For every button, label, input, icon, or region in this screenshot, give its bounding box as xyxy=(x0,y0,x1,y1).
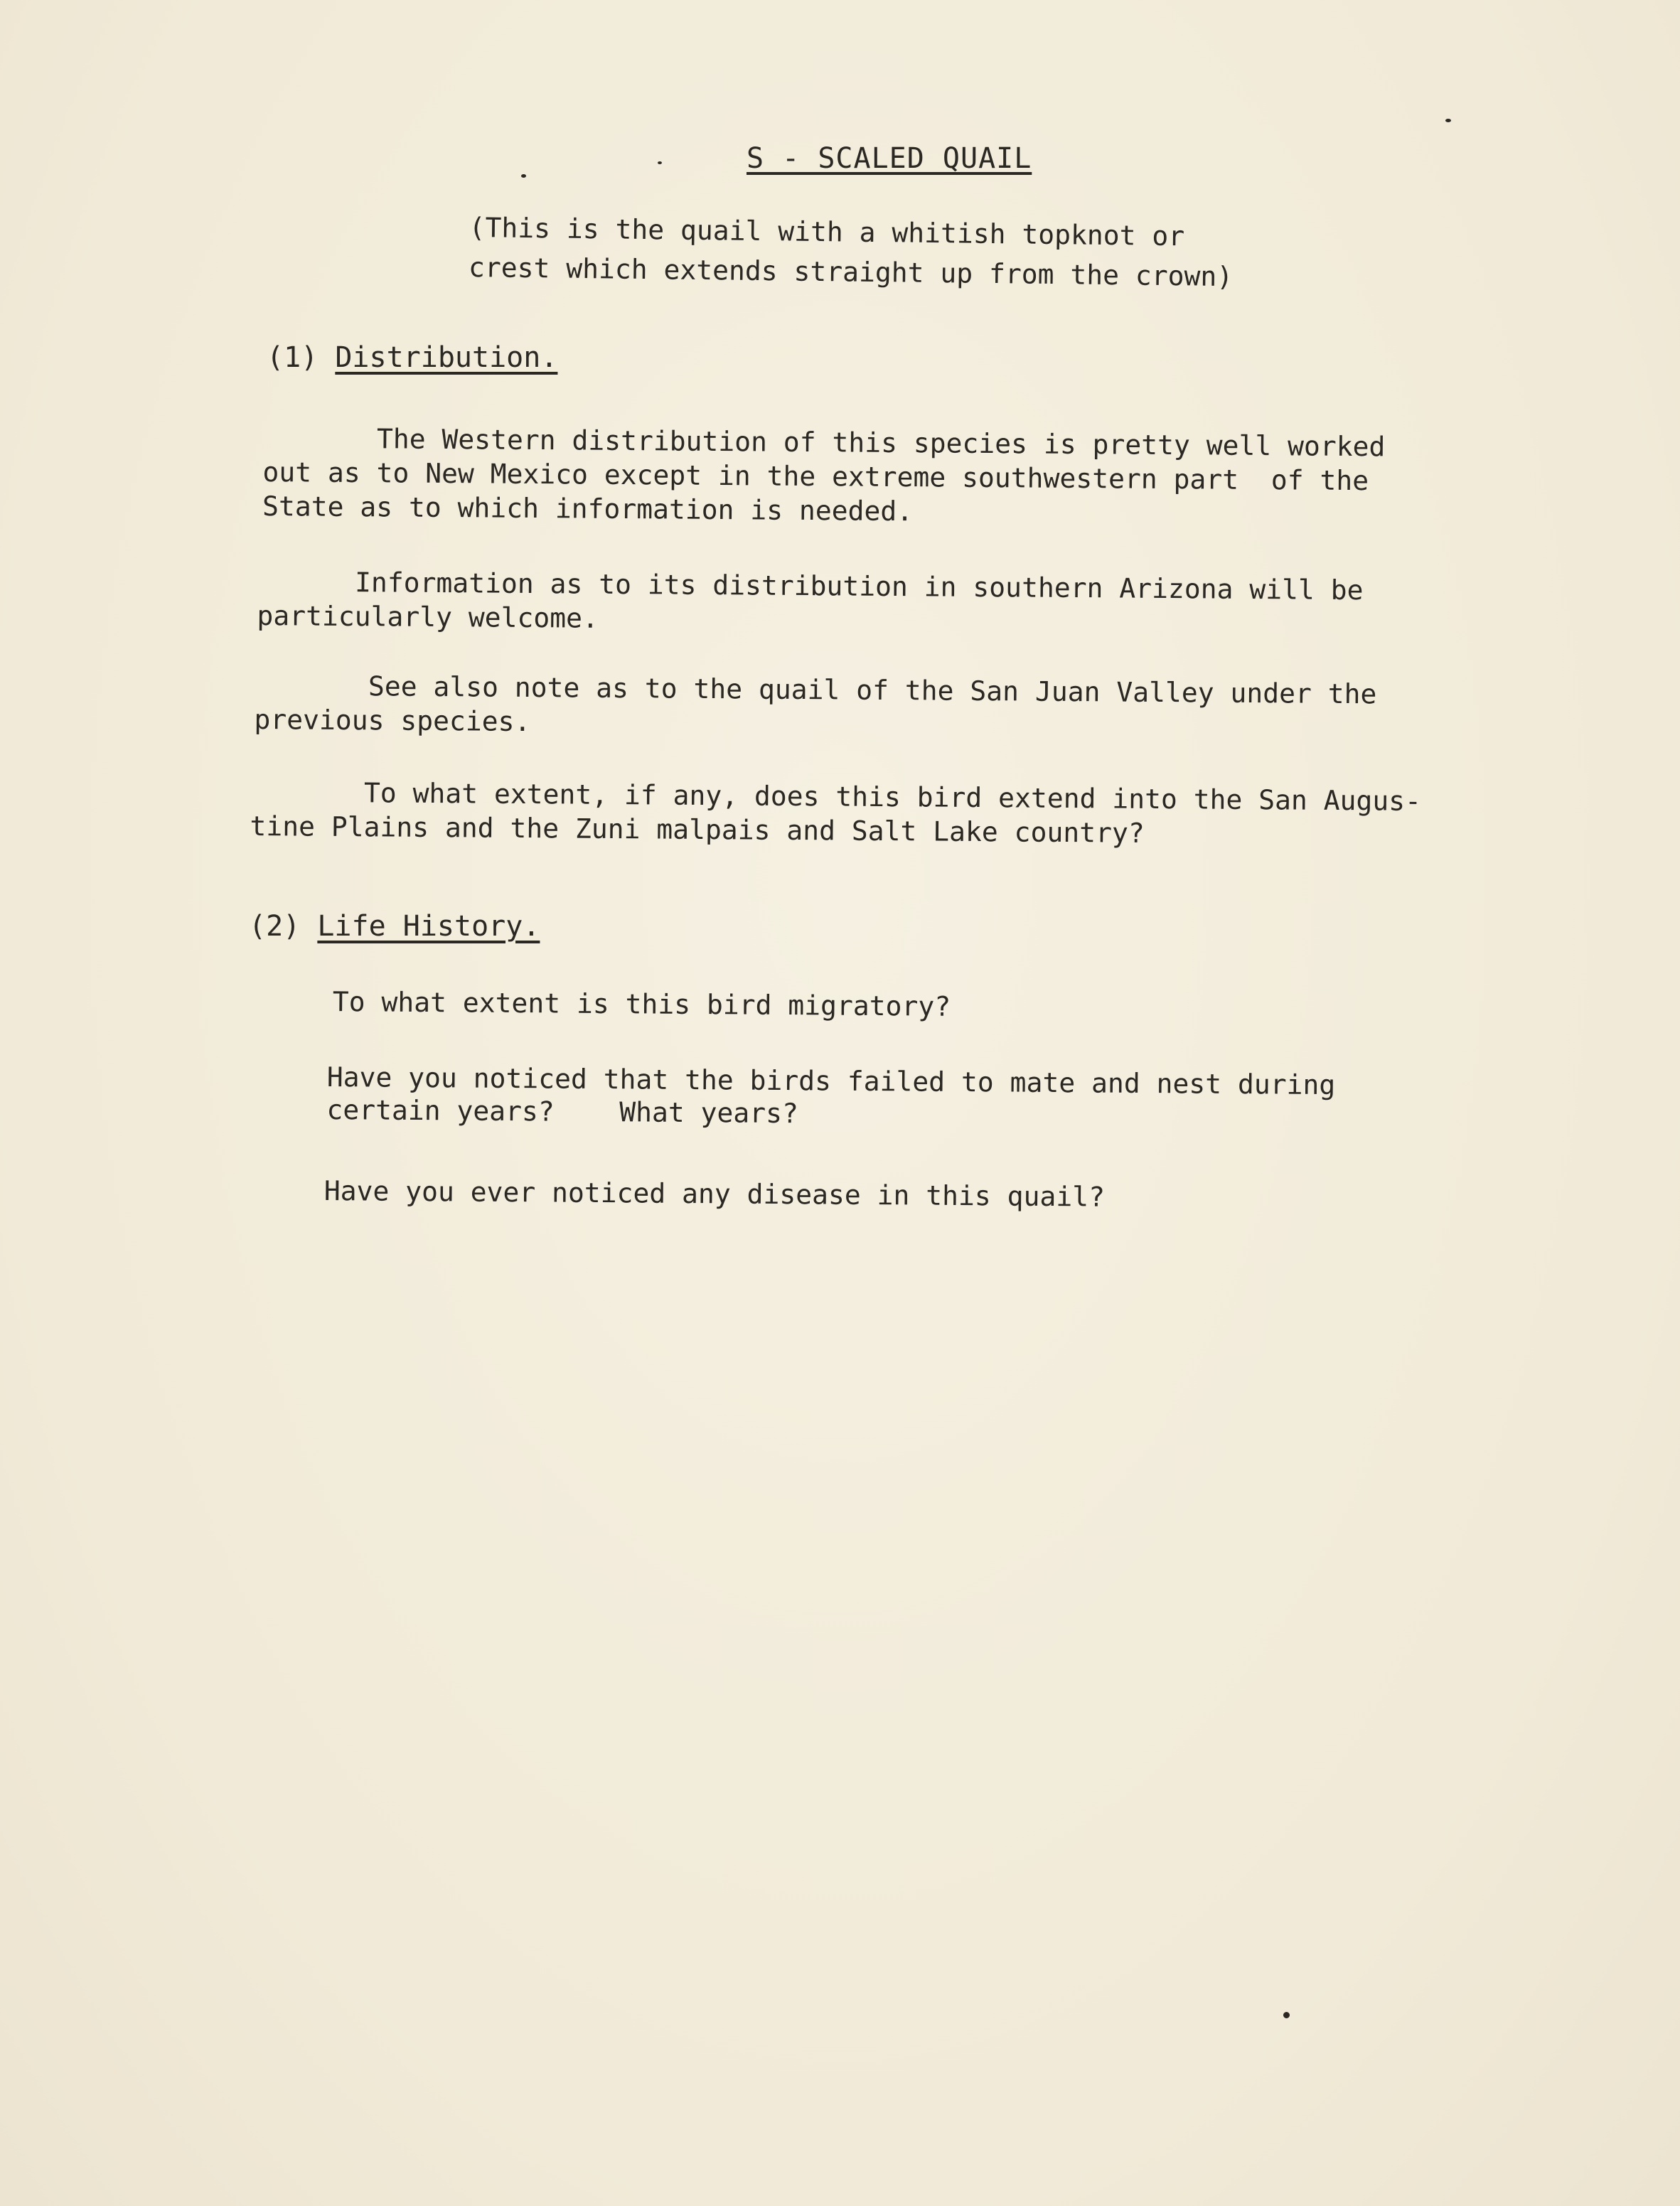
document-title: S - SCALED QUAIL xyxy=(747,142,1032,175)
life-history-question-3: Have you ever noticed any disease in this quail? xyxy=(323,1175,1106,1213)
life-history-question-2: Have you noticed that the birds failed to mate and nest during certain years? What years? xyxy=(326,1061,1336,1130)
paper-speck xyxy=(658,161,662,164)
note-line-1: (This is the quail with a whitish topknot or xyxy=(469,211,1185,252)
section-2-title: Life History. xyxy=(317,910,540,943)
paper-speck xyxy=(1445,119,1451,122)
section-1-title: Distribution. xyxy=(335,341,558,374)
note-line-2: crest which extends straight up from the crown) xyxy=(468,251,1234,293)
distribution-paragraph-4: To what extent, if any, does this bird extend into the San Augus- tine Plains and the Zuni malpais and Salt Lake country? xyxy=(250,776,1422,849)
section-1-heading xyxy=(267,341,557,374)
paper-speck xyxy=(521,174,526,178)
distribution-paragraph-1: The Western distribution of this species is pretty well worked out as to New Mexico except in the extreme southwestern part of the State as to which information is needed. xyxy=(262,422,1386,528)
species-description-note xyxy=(469,208,1234,296)
distribution-paragraph-3: See also note as to the quail of the San Juan Valley under the previous species. xyxy=(254,669,1377,738)
section-1-number: (1) xyxy=(267,341,319,374)
distribution-paragraph-2: Information as to its distribution in southern Arizona will be particularly welcome. xyxy=(257,565,1364,634)
section-2-number: (2) xyxy=(249,910,301,943)
section-2-heading xyxy=(249,910,540,943)
life-history-question-1: To what extent is this bird migratory? xyxy=(332,986,951,1022)
paper-speck xyxy=(1283,2012,1290,2018)
